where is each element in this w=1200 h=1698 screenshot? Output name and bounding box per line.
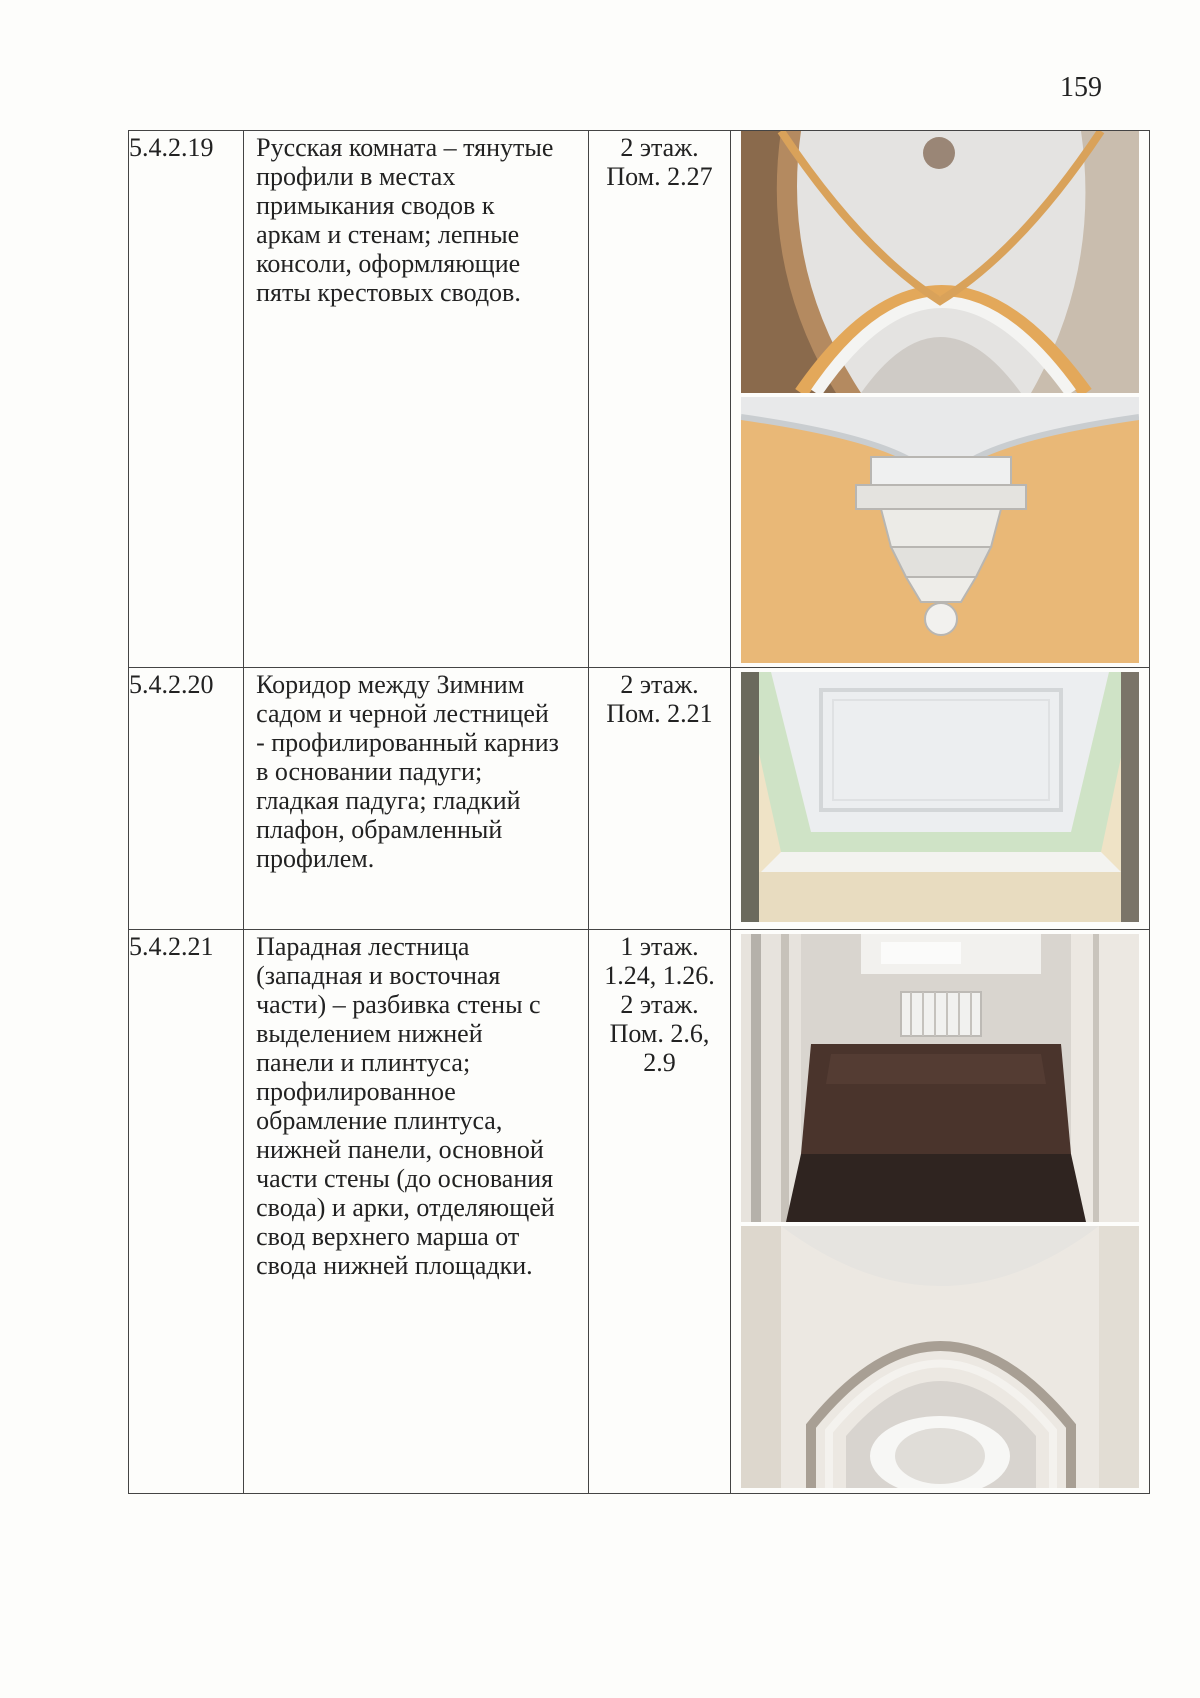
location-line: 2.9 (643, 1048, 676, 1077)
row-id-cell (129, 668, 244, 930)
page-number: 159 (1060, 72, 1102, 103)
table-row (129, 131, 1150, 668)
location-line: 2 этаж. (620, 670, 699, 699)
photo-console (741, 397, 1139, 663)
row-id: 5.4.2.21 (129, 932, 214, 961)
description-cell (244, 131, 589, 668)
location-line: 2 этаж. (620, 133, 699, 162)
location-cell (589, 930, 730, 1494)
row-description: Коридор между Зимним садом и черной лестницей - профилированный карниз в основании падуги; гладкая падуга; гладкий плафон, обрамленный профилем. (256, 670, 559, 873)
row-id: 5.4.2.19 (129, 133, 214, 162)
elements-table (128, 130, 1150, 1494)
description-cell (244, 668, 589, 930)
table-row (129, 930, 1150, 1494)
row-description: Русская комната – тянутые профили в местах примыкания сводов к аркам и стенам; лепные консоли, оформляющие пяты крестовых сводов. (256, 133, 554, 307)
location-line: Пом. 2.27 (606, 162, 713, 191)
photo-vault-arches (741, 131, 1139, 393)
location-line: 1 этаж. (620, 932, 699, 961)
location-cell (589, 668, 730, 930)
location-line: 1.24, 1.26. (604, 961, 715, 990)
location-cell (589, 131, 730, 668)
description-cell (244, 930, 589, 1494)
row-id: 5.4.2.20 (129, 670, 214, 699)
photos-cell (730, 131, 1149, 668)
photo-staircase (741, 934, 1139, 1222)
location-line: 2 этаж. (620, 990, 699, 1019)
photo-arch-vault (741, 1226, 1139, 1488)
row-description: Парадная лестница (западная и восточная части) – разбивка стены с выделением нижней панели и плинтуса; профилированное обрамление плинтуса, нижней панели, основной части стены (до основания свода) и арки, отделяющей свод верхнего марша от свода нижней площадки. (256, 932, 555, 1280)
photos-cell (730, 668, 1149, 930)
table-row (129, 668, 1150, 930)
row-id-cell (129, 131, 244, 668)
location-line: Пом. 2.6, (609, 1019, 710, 1048)
photo-corridor-ceiling (741, 672, 1139, 922)
photos-cell (730, 930, 1149, 1494)
row-id-cell (129, 930, 244, 1494)
location-line: Пом. 2.21 (606, 699, 713, 728)
